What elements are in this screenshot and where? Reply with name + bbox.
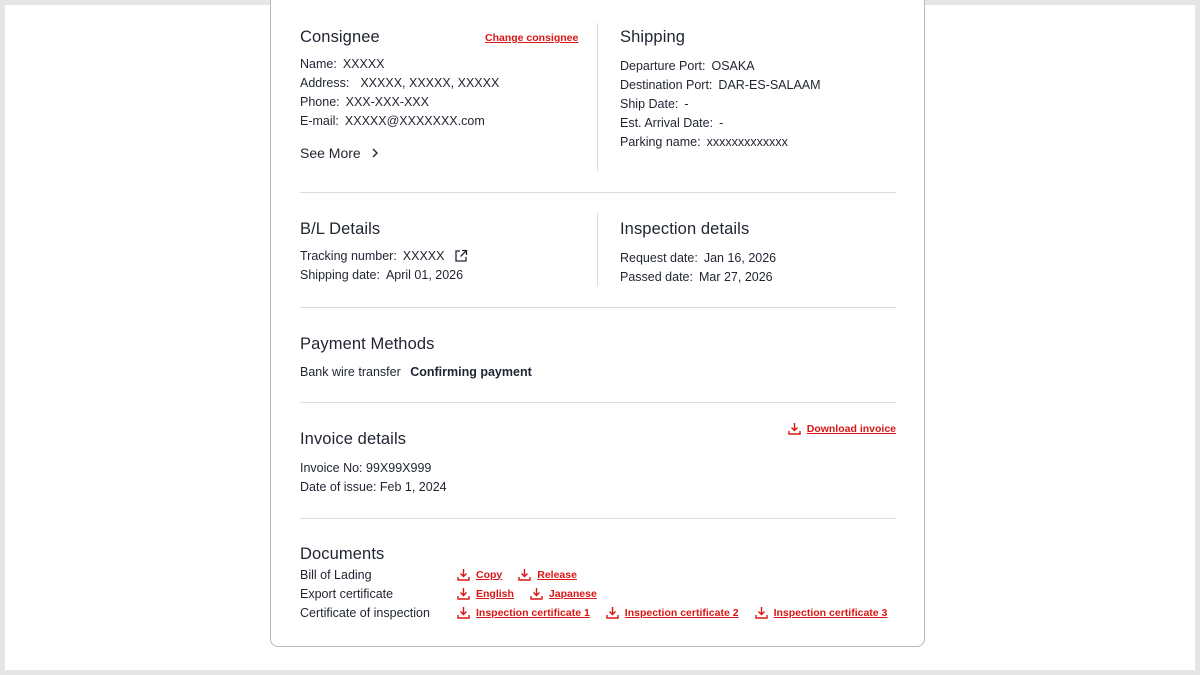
download-invoice-button[interactable] [788,422,896,435]
download-release-link[interactable] [518,568,577,581]
parking-value: xxxxxxxxxxxxx [706,135,788,149]
invoice-date: Date of issue: Feb 1, 2024 [300,480,447,494]
documents-title: Documents [300,545,385,563]
destination-row [620,76,890,95]
address-value: XXXXX, XXXXX, XXXXX [360,76,500,90]
parking-label: Parking name: [620,135,701,149]
download-icon [457,587,470,600]
payment-status: Confirming payment [410,365,532,379]
departure-label: Departure Port: [620,59,706,73]
invoice-title: Invoice details [300,430,407,448]
download-english-link[interactable] [457,587,514,600]
bl-title: B/L Details [300,220,381,238]
column-divider [597,213,598,286]
link-label: Copy [476,568,503,581]
phone-value: XXX-XXX-XXX [345,95,429,109]
tracking-value: XXXXX [402,249,445,263]
passed-date-value: Mar 27, 2026 [698,270,773,284]
download-icon [518,568,531,581]
doc-row-export-certificate [300,584,597,603]
name-value: XXXXX [342,57,385,71]
payment-row [300,363,800,382]
payment-section [300,334,800,382]
invoice-number: Invoice No: 99X99X999 [300,461,432,475]
download-inspection-certificate-2-link[interactable] [606,606,739,619]
download-japanese-link[interactable] [530,587,597,600]
passed-date-label: Passed date: [620,270,693,284]
arrival-label: Est. Arrival Date: [620,116,714,130]
destination-label: Destination Port: [620,78,713,92]
download-icon [457,606,470,619]
shipping-title: Shipping [620,28,686,46]
download-icon [606,606,619,619]
section-divider [300,402,896,403]
section-divider [300,307,896,308]
link-label: Inspection certificate 1 [476,606,590,619]
email-value: XXXXX@XXXXXXX.com [344,114,485,128]
download-inspection-certificate-1-link[interactable] [457,606,590,619]
consignee-name-row [300,55,580,74]
external-link-icon[interactable] [454,249,468,263]
passed-date-row [620,268,890,287]
download-invoice-label: Download invoice [806,422,896,435]
link-label: Inspection certificate 3 [773,606,888,619]
link-label: Release [537,568,577,581]
consignee-phone-row [300,93,580,112]
destination-value: DAR-ES-SALAAM [718,78,821,92]
ship-date-row [620,95,890,114]
see-more-label: See More [300,145,361,161]
download-icon [755,606,768,619]
doc-row-bill-of-lading [300,565,577,584]
ship-date-value: - [684,97,689,111]
departure-value: OSAKA [711,59,755,73]
documents-section [300,544,900,624]
departure-row [620,57,890,76]
consignee-email-row [300,112,580,131]
tracking-row [300,247,580,266]
arrival-value: - [719,116,724,130]
doc-label: Bill of Lading [300,567,372,582]
shipping-date-value: April 01, 2026 [385,268,464,282]
section-divider [300,192,896,193]
chevron-right-icon [371,148,379,158]
request-date-row [620,249,890,268]
shipping-date-row [300,266,580,285]
tracking-label: Tracking number: [300,249,397,263]
download-icon [530,587,543,600]
download-copy-link[interactable] [457,568,502,581]
payment-title: Payment Methods [300,335,435,353]
consignee-address-row [300,74,580,93]
address-label: Address: [300,76,350,90]
doc-label: Certificate of inspection [300,605,430,620]
shipping-date-label: Shipping date: [300,268,380,282]
link-label: Japanese [548,587,597,600]
inspection-section [620,219,890,287]
phone-label: Phone: [300,95,340,109]
doc-row-certificate-of-inspection [300,603,887,622]
bl-section [300,219,580,285]
parking-row [620,133,890,152]
section-divider [300,518,896,519]
request-date-label: Request date: [620,251,698,265]
change-consignee-link[interactable]: Change consignee [485,32,579,44]
consignee-title: Consignee [300,28,380,46]
consignee-section [300,27,580,163]
name-label: Name: [300,57,337,71]
link-label: English [476,587,514,600]
column-divider [597,23,598,171]
download-icon [457,568,470,581]
see-more-button[interactable] [300,145,379,161]
request-date-value: Jan 16, 2026 [703,251,777,265]
ship-date-label: Ship Date: [620,97,679,111]
inspection-title: Inspection details [620,220,750,238]
doc-label: Export certificate [300,586,394,601]
arrival-row [620,114,890,133]
invoice-section [300,422,896,497]
link-label: Inspection certificate 2 [624,606,739,619]
download-icon [788,422,801,435]
shipping-section [620,27,890,152]
email-label: E-mail: [300,114,339,128]
payment-method: Bank wire transfer [300,365,401,379]
order-details-card [270,0,925,647]
download-inspection-certificate-3-link[interactable] [755,606,888,619]
